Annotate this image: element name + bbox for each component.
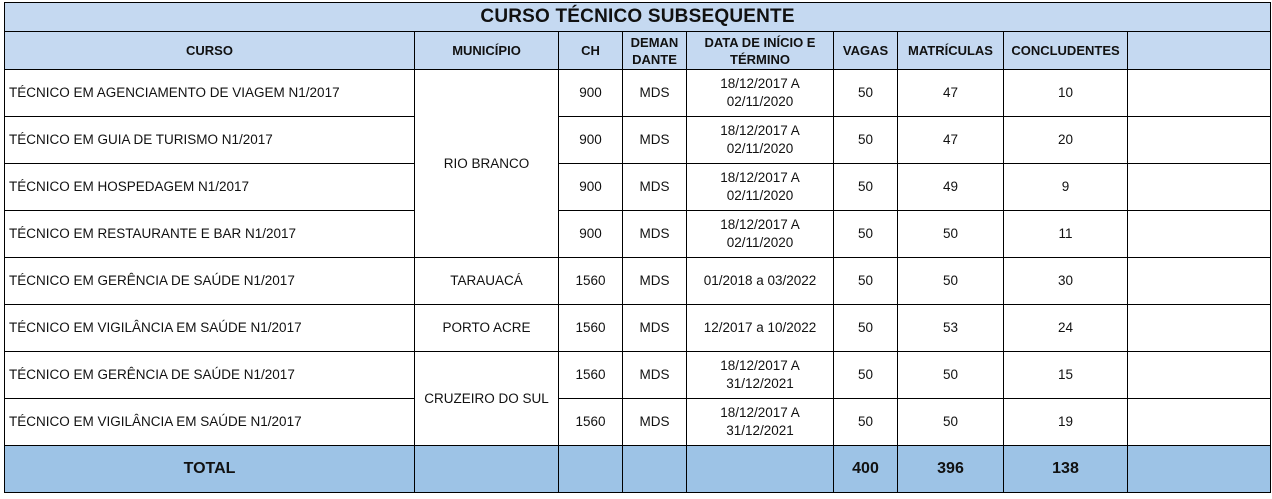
total-vagas: 400: [834, 446, 898, 493]
col-header-data-line2: TÉRMINO: [730, 51, 790, 67]
cell-concludentes: 24: [1004, 305, 1128, 352]
cell-data-line1: 18/12/2017 A: [720, 76, 800, 91]
cell-extra: [1128, 117, 1271, 164]
col-header-municipio: MUNICÍPIO: [415, 32, 559, 70]
cell-ch: 900: [559, 211, 623, 258]
table-row: [5, 399, 1271, 446]
course-table: [4, 2, 1271, 493]
col-header-ch: CH: [559, 32, 623, 70]
col-header-data-line1: DATA DE INÍCIO E: [704, 34, 816, 50]
total-empty-data: [687, 446, 834, 493]
total-empty-demandante: [623, 446, 687, 493]
header-row: [5, 32, 1271, 70]
cell-data-line2: 31/12/2021: [726, 423, 794, 438]
cell-vagas: 50: [834, 305, 898, 352]
cell-matriculas: 50: [898, 352, 1004, 399]
cell-ch: 1560: [559, 305, 623, 352]
table-title: CURSO TÉCNICO SUBSEQUENTE: [5, 3, 1271, 32]
cell-concludentes: 10: [1004, 70, 1128, 117]
cell-data-line1: 18/12/2017 A: [720, 217, 800, 232]
cell-data: 12/2017 a 10/2022: [687, 305, 834, 352]
cell-matriculas: 47: [898, 117, 1004, 164]
cell-ch: 1560: [559, 352, 623, 399]
cell-municipio: TARAUACÁ: [415, 258, 559, 305]
cell-concludentes: 19: [1004, 399, 1128, 446]
cell-matriculas: 49: [898, 164, 1004, 211]
cell-concludentes: 20: [1004, 117, 1128, 164]
cell-data-line1: 18/12/2017 A: [720, 405, 800, 420]
table-row: [5, 305, 1271, 352]
cell-curso: TÉCNICO EM AGENCIAMENTO DE VIAGEM N1/2017: [5, 70, 415, 117]
total-label: TOTAL: [5, 446, 415, 493]
cell-concludentes: 15: [1004, 352, 1128, 399]
col-header-concludentes: CONCLUDENTES: [1004, 32, 1128, 70]
total-row: [5, 446, 1271, 493]
cell-curso: TÉCNICO EM VIGILÂNCIA EM SAÚDE N1/2017: [5, 399, 415, 446]
cell-concludentes: 30: [1004, 258, 1128, 305]
table-row: [5, 352, 1271, 399]
cell-data: [687, 352, 834, 399]
cell-data: [687, 70, 834, 117]
cell-data-line2: 02/11/2020: [726, 188, 794, 203]
cell-data-line2: 31/12/2021: [726, 376, 794, 391]
total-empty-municipio: [415, 446, 559, 493]
cell-municipio: RIO BRANCO: [415, 70, 559, 258]
cell-extra: [1128, 352, 1271, 399]
total-empty-extra: [1128, 446, 1271, 493]
cell-curso: TÉCNICO EM GUIA DE TURISMO N1/2017: [5, 117, 415, 164]
cell-extra: [1128, 258, 1271, 305]
cell-extra: [1128, 305, 1271, 352]
cell-data: 01/2018 a 03/2022: [687, 258, 834, 305]
cell-vagas: 50: [834, 164, 898, 211]
cell-demandante: MDS: [623, 399, 687, 446]
cell-extra: [1128, 164, 1271, 211]
total-matriculas: 396: [898, 446, 1004, 493]
cell-data-line1: 18/12/2017 A: [720, 358, 800, 373]
cell-data-line2: 02/11/2020: [726, 94, 794, 109]
cell-ch: 1560: [559, 399, 623, 446]
col-header-demandante-line2: DANTE: [632, 51, 677, 67]
cell-vagas: 50: [834, 211, 898, 258]
cell-vagas: 50: [834, 352, 898, 399]
cell-concludentes: 11: [1004, 211, 1128, 258]
table-row: [5, 70, 1271, 117]
cell-extra: [1128, 70, 1271, 117]
cell-ch: 900: [559, 117, 623, 164]
cell-data: [687, 117, 834, 164]
col-header-extra: [1128, 32, 1271, 70]
cell-matriculas: 53: [898, 305, 1004, 352]
total-empty-ch: [559, 446, 623, 493]
cell-data: [687, 399, 834, 446]
col-header-vagas: VAGAS: [834, 32, 898, 70]
cell-curso: TÉCNICO EM GERÊNCIA DE SAÚDE N1/2017: [5, 352, 415, 399]
table-row: [5, 258, 1271, 305]
cell-ch: 1560: [559, 258, 623, 305]
cell-data-line1: 18/12/2017 A: [720, 123, 800, 138]
cell-extra: [1128, 211, 1271, 258]
cell-extra: [1128, 399, 1271, 446]
cell-municipio: CRUZEIRO DO SUL: [415, 352, 559, 446]
col-header-demandante-line1: DEMAN: [630, 34, 679, 50]
total-concludentes: 138: [1004, 446, 1128, 493]
cell-curso: TÉCNICO EM GERÊNCIA DE SAÚDE N1/2017: [5, 258, 415, 305]
cell-ch: 900: [559, 164, 623, 211]
cell-curso: TÉCNICO EM VIGILÂNCIA EM SAÚDE N1/2017: [5, 305, 415, 352]
cell-vagas: 50: [834, 399, 898, 446]
cell-matriculas: 50: [898, 258, 1004, 305]
cell-data-line1: 18/12/2017 A: [720, 170, 800, 185]
cell-demandante: MDS: [623, 117, 687, 164]
table-row: [5, 211, 1271, 258]
table-row: [5, 164, 1271, 211]
cell-demandante: MDS: [623, 352, 687, 399]
cell-curso: TÉCNICO EM HOSPEDAGEM N1/2017: [5, 164, 415, 211]
cell-curso: TÉCNICO EM RESTAURANTE E BAR N1/2017: [5, 211, 415, 258]
cell-vagas: 50: [834, 258, 898, 305]
cell-concludentes: 9: [1004, 164, 1128, 211]
cell-data-line2: 02/11/2020: [726, 235, 794, 250]
cell-demandante: MDS: [623, 70, 687, 117]
cell-vagas: 50: [834, 70, 898, 117]
col-header-matriculas: MATRÍCULAS: [898, 32, 1004, 70]
cell-matriculas: 50: [898, 211, 1004, 258]
cell-data-line2: 02/11/2020: [726, 141, 794, 156]
cell-demandante: MDS: [623, 305, 687, 352]
cell-demandante: MDS: [623, 164, 687, 211]
cell-data: [687, 211, 834, 258]
cell-data: [687, 164, 834, 211]
table-row: [5, 117, 1271, 164]
cell-municipio: PORTO ACRE: [415, 305, 559, 352]
cell-demandante: MDS: [623, 258, 687, 305]
cell-vagas: 50: [834, 117, 898, 164]
cell-demandante: MDS: [623, 211, 687, 258]
col-header-curso: CURSO: [5, 32, 415, 70]
col-header-demandante: [623, 32, 687, 70]
col-header-data: [687, 32, 834, 70]
cell-ch: 900: [559, 70, 623, 117]
cell-matriculas: 47: [898, 70, 1004, 117]
cell-matriculas: 50: [898, 399, 1004, 446]
